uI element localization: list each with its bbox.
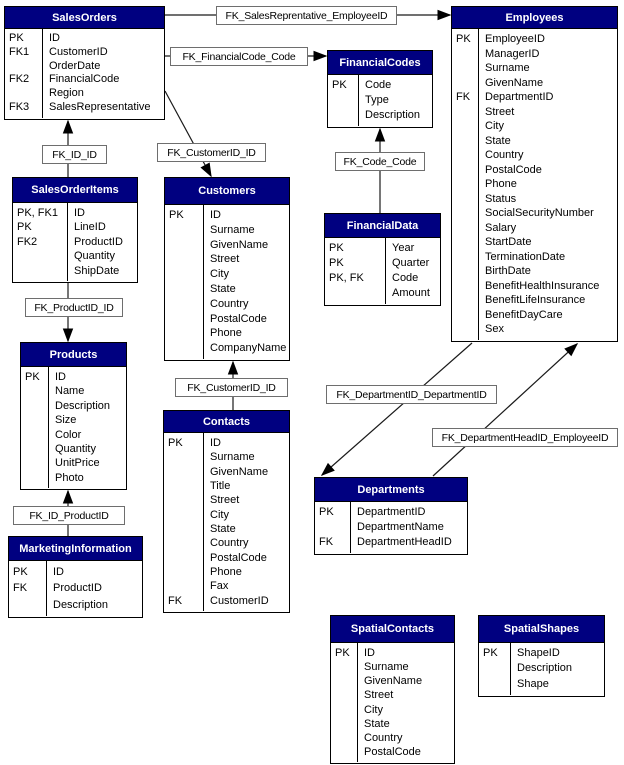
column-cell: ID: [49, 32, 60, 44]
table-financialdata: [324, 213, 441, 306]
table-title: Contacts: [164, 411, 289, 433]
column-cell: Sex: [485, 323, 504, 336]
fk-customerid-id-lower-label: FK_CustomerID_ID: [175, 378, 288, 397]
table-title: SalesOrderItems: [13, 178, 137, 203]
key-cell: [168, 465, 203, 479]
fk-productid-id-label: FK_ProductID_ID: [25, 298, 123, 317]
column-cell: GivenName: [210, 238, 269, 251]
table-spatialshapes: [478, 615, 605, 697]
key-cell: [168, 522, 203, 536]
relationship-line-departments-to-employees: [433, 344, 577, 476]
column-cell: Region: [49, 87, 84, 100]
column-cell: ShipDate: [74, 264, 120, 277]
key-cell: [169, 267, 203, 282]
key-cell: [168, 493, 203, 507]
column-cell: Fax: [210, 580, 229, 593]
key-cell: [456, 119, 478, 134]
key-cell: FK: [456, 91, 471, 104]
column-cell: City: [210, 508, 229, 521]
column-cell: DepartmentID: [357, 506, 426, 518]
column-cell: State: [210, 522, 236, 535]
key-cell: [456, 76, 478, 91]
column-cell: Title: [210, 479, 231, 492]
arrowhead-icon: [376, 129, 385, 141]
key-cell: [169, 341, 203, 356]
column-cell: Quarter: [392, 257, 430, 269]
table-columns: [21, 367, 126, 488]
column-cell: SocialSecurityNumber: [485, 207, 594, 220]
arrowhead-icon: [438, 11, 450, 20]
column-cell: Street: [210, 494, 240, 507]
column-cell: ID: [210, 437, 221, 449]
key-cell: FK3: [9, 101, 30, 114]
key-cell: [335, 688, 357, 702]
column-names: [43, 29, 164, 118]
column-names: [386, 238, 440, 304]
table-title: Employees: [452, 7, 617, 29]
table-columns: [479, 643, 604, 695]
key-cell: FK: [13, 582, 28, 595]
table-columns: [328, 75, 432, 126]
key-cell: [456, 148, 478, 163]
column-cell: Salary: [485, 221, 517, 234]
key-cell: [456, 293, 478, 308]
key-cell: [168, 479, 203, 493]
key-cell: [456, 206, 478, 221]
arrowhead-icon: [64, 491, 73, 503]
key-cell: [332, 93, 358, 108]
column-cell: State: [364, 717, 390, 730]
key-cell: [9, 87, 42, 101]
key-cell: [483, 677, 510, 692]
column-cell: EmployeeID: [485, 33, 545, 45]
key-cell: [168, 508, 203, 522]
column-cell: BirthDate: [485, 265, 531, 278]
fk-id-productid-label: FK_ID_ProductID: [13, 506, 125, 525]
column-cell: Surname: [364, 661, 409, 674]
key-cell: [335, 717, 357, 731]
key-cell: FK2: [17, 235, 38, 248]
column-cell: Surname: [210, 451, 255, 464]
table-title: SpatialContacts: [331, 616, 454, 643]
column-cell: SalesRepresentative: [49, 101, 151, 114]
key-cell: [456, 177, 478, 192]
column-cell: Country: [210, 297, 249, 310]
arrowhead-icon: [64, 121, 73, 133]
key-cell: PK: [169, 209, 184, 221]
key-column: [328, 75, 359, 126]
table-columns: [13, 203, 137, 281]
key-cell: [17, 264, 67, 278]
table-title: FinancialData: [325, 214, 440, 238]
column-cell: ShapeID: [517, 647, 560, 659]
key-column: [331, 643, 358, 762]
column-names: [358, 643, 454, 762]
column-cell: PostalCode: [210, 551, 267, 564]
fk-customerid-id-upper-label: FK_CustomerID_ID: [157, 143, 266, 162]
key-cell: [25, 471, 48, 485]
column-names: [479, 29, 617, 340]
table-columns: [452, 29, 617, 340]
column-cell: UnitPrice: [55, 457, 100, 470]
column-cell: Description: [517, 662, 573, 675]
column-cell: ID: [74, 207, 85, 219]
key-cell: [25, 456, 48, 470]
key-cell: [456, 192, 478, 207]
column-names: [204, 433, 289, 611]
fk-departmentheadid-employeeid-label: FK_DepartmentHeadID_EmployeeID: [432, 428, 618, 447]
column-cell: ID: [210, 209, 221, 221]
key-column: [452, 29, 479, 340]
column-cell: OrderDate: [49, 59, 101, 72]
column-cell: ProductID: [74, 235, 123, 248]
key-cell: PK: [335, 647, 350, 659]
key-cell: PK: [483, 647, 498, 659]
key-cell: [169, 326, 203, 341]
column-cell: Street: [364, 689, 394, 702]
key-cell: [168, 565, 203, 579]
key-cell: FK2: [9, 73, 30, 86]
column-cell: ProductID: [53, 582, 102, 595]
column-names: [49, 367, 126, 488]
key-cell: [456, 250, 478, 265]
key-cell: PK: [13, 566, 28, 578]
key-column: [479, 643, 511, 695]
key-cell: PK: [319, 506, 334, 518]
table-columns: [315, 502, 467, 553]
key-cell: PK, FK1: [17, 207, 58, 219]
key-cell: [456, 235, 478, 250]
column-cell: CustomerID: [210, 594, 269, 607]
column-cell: Description: [55, 399, 111, 412]
column-cell: Quantity: [55, 442, 96, 455]
key-cell: [169, 238, 203, 253]
key-cell: [169, 252, 203, 267]
column-cell: Street: [485, 105, 515, 118]
column-cell: Country: [364, 731, 403, 744]
column-cell: Name: [55, 385, 85, 398]
key-cell: [25, 428, 48, 442]
key-column: [5, 29, 43, 118]
column-cell: Amount: [392, 287, 430, 299]
table-title: Products: [21, 343, 126, 367]
column-cell: Code: [392, 272, 419, 284]
column-cell: BenefitLifeInsurance: [485, 294, 586, 307]
column-names: [47, 561, 142, 616]
key-cell: [332, 108, 358, 123]
key-cell: [168, 450, 203, 464]
key-cell: [456, 105, 478, 120]
key-cell: PK: [25, 371, 40, 383]
fk-departmentid-departmentid-label: FK_DepartmentID_DepartmentID: [326, 385, 497, 404]
key-cell: [168, 551, 203, 565]
column-cell: City: [485, 120, 504, 133]
key-cell: [456, 47, 478, 62]
column-cell: CompanyName: [210, 342, 287, 355]
column-cell: State: [485, 134, 511, 147]
column-cell: Description: [365, 109, 421, 121]
column-cell: DepartmentID: [485, 91, 554, 104]
key-cell: PK, FK: [329, 272, 364, 284]
column-cell: Street: [210, 253, 240, 266]
table-contacts: [163, 410, 290, 613]
column-cell: State: [210, 282, 236, 295]
key-cell: PK: [168, 437, 183, 449]
table-columns: [5, 29, 164, 118]
column-cell: ID: [364, 647, 375, 659]
table-title: Departments: [315, 478, 467, 502]
key-cell: [25, 399, 48, 413]
key-cell: [169, 223, 203, 238]
key-cell: PK: [9, 32, 24, 44]
key-cell: [169, 312, 203, 327]
column-cell: DepartmentName: [357, 521, 444, 533]
table-columns: [9, 561, 142, 616]
column-cell: GivenName: [210, 465, 269, 478]
column-cell: Quantity: [74, 250, 115, 263]
column-cell: Status: [485, 192, 517, 205]
key-column: [9, 561, 47, 616]
column-names: [204, 205, 289, 359]
column-cell: StartDate: [485, 236, 532, 249]
column-names: [511, 643, 604, 695]
column-names: [68, 203, 137, 281]
arrowhead-icon: [201, 163, 211, 176]
column-cell: PostalCode: [485, 163, 542, 176]
key-cell: [456, 264, 478, 279]
table-title: Customers: [165, 178, 289, 205]
column-cell: Photo: [55, 471, 84, 484]
column-cell: ID: [53, 566, 64, 578]
key-cell: [456, 61, 478, 76]
table-products: [20, 342, 127, 490]
column-cell: ID: [55, 371, 66, 383]
column-names: [359, 75, 432, 126]
key-cell: [456, 134, 478, 149]
key-cell: [168, 579, 203, 593]
column-cell: Code: [365, 79, 392, 91]
column-cell: Country: [210, 537, 249, 550]
column-cell: CustomerID: [49, 45, 108, 58]
table-financialcodes: [327, 50, 433, 128]
column-cell: TerminationDate: [485, 250, 566, 263]
column-cell: ManagerID: [485, 47, 540, 60]
key-cell: [25, 413, 48, 427]
relationship-line-salesorders-to-customers: [165, 91, 211, 176]
column-cell: City: [364, 703, 383, 716]
column-cell: PostalCode: [210, 312, 267, 325]
key-cell: [25, 384, 48, 398]
column-cell: BenefitDayCare: [485, 308, 563, 321]
key-cell: PK: [329, 257, 344, 269]
table-employees: [451, 6, 618, 342]
table-columns: [325, 238, 440, 304]
table-customers: [164, 177, 290, 361]
key-cell: [319, 520, 350, 535]
table-title: SpatialShapes: [479, 616, 604, 643]
relationship-line-employees-to-departments: [322, 343, 472, 475]
column-cell: DepartmentHeadID: [357, 536, 452, 548]
fk-code-code-label: FK_Code_Code: [335, 152, 425, 171]
table-title: MarketingInformation: [9, 537, 142, 561]
key-cell: [456, 322, 478, 337]
key-cell: PK: [456, 33, 471, 45]
table-salesorderitems: [12, 177, 138, 283]
column-cell: Type: [365, 94, 389, 106]
column-cell: Surname: [210, 223, 255, 236]
key-column: [165, 205, 204, 359]
table-salesorders: [4, 6, 165, 120]
column-cell: Color: [55, 428, 82, 441]
key-cell: [335, 731, 357, 745]
key-cell: [25, 442, 48, 456]
column-cell: Surname: [485, 62, 530, 75]
key-cell: [335, 674, 357, 688]
column-cell: Year: [392, 242, 415, 254]
column-cell: Phone: [210, 327, 242, 340]
column-cell: GivenName: [485, 76, 544, 89]
key-cell: [168, 536, 203, 550]
column-names: [351, 502, 467, 553]
arrowhead-icon: [64, 329, 73, 341]
column-cell: Phone: [485, 178, 517, 191]
key-cell: [456, 308, 478, 323]
table-marketinginformation: [8, 536, 143, 618]
column-cell: City: [210, 268, 229, 281]
key-cell: FK: [319, 536, 334, 548]
key-cell: [169, 282, 203, 297]
column-cell: Country: [485, 149, 524, 162]
column-cell: FinancialCode: [49, 73, 120, 86]
column-cell: Size: [55, 414, 77, 427]
key-cell: [335, 660, 357, 674]
fk-financialcode-code-label: FK_FinancialCode_Code: [170, 47, 308, 66]
table-columns: [331, 643, 454, 762]
column-cell: Phone: [210, 565, 242, 578]
table-columns: [164, 433, 289, 611]
column-cell: GivenName: [364, 675, 423, 688]
arrowhead-icon: [314, 52, 326, 61]
column-cell: PostalCode: [364, 745, 421, 758]
key-cell: FK: [168, 594, 183, 607]
key-cell: [169, 297, 203, 312]
key-column: [315, 502, 351, 553]
key-cell: PK: [332, 79, 347, 91]
key-cell: [335, 703, 357, 717]
key-column: [13, 203, 68, 281]
key-cell: [329, 286, 385, 301]
key-cell: FK1: [9, 45, 30, 58]
key-column: [325, 238, 386, 304]
key-cell: [9, 60, 42, 74]
column-cell: Description: [53, 598, 109, 611]
key-cell: [456, 279, 478, 294]
table-columns: [165, 205, 289, 359]
table-spatialcontacts: [330, 615, 455, 764]
key-cell: PK: [329, 242, 344, 254]
column-cell: Shape: [517, 677, 549, 690]
key-cell: [335, 745, 357, 759]
table-title: SalesOrders: [5, 7, 164, 29]
key-column: [21, 367, 49, 488]
key-cell: [13, 597, 46, 613]
key-cell: PK: [17, 221, 32, 234]
arrowhead-icon: [229, 362, 238, 374]
key-column: [164, 433, 204, 611]
key-cell: [456, 221, 478, 236]
key-cell: [17, 249, 67, 263]
table-departments: [314, 477, 468, 555]
fk-id-id-label: FK_ID_ID: [42, 145, 107, 164]
column-cell: LineID: [74, 221, 106, 234]
table-title: FinancialCodes: [328, 51, 432, 75]
key-cell: [483, 661, 510, 676]
column-cell: BenefitHealthInsurance: [485, 279, 600, 292]
key-cell: [456, 163, 478, 178]
fk-salesreprentative-employeeid-label: FK_SalesReprentative_EmployeeID: [216, 6, 397, 25]
